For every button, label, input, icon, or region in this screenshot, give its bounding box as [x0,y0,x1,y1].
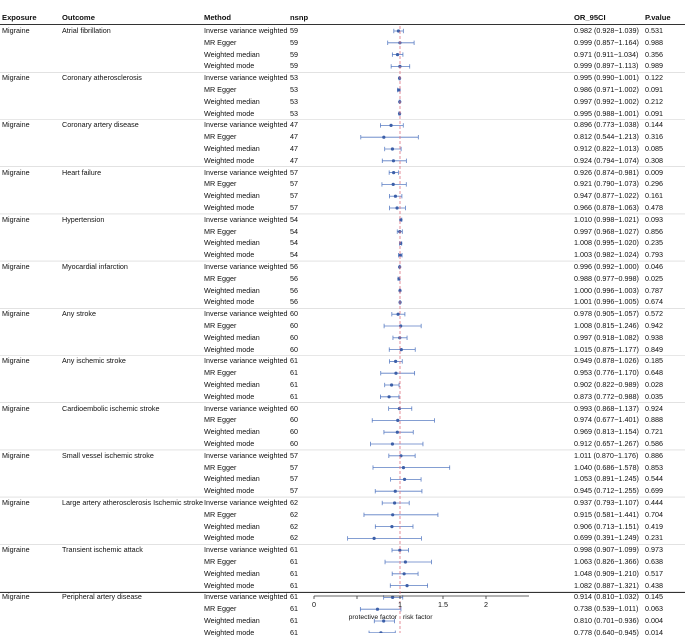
nsnp-value: 61 [290,356,298,366]
method-label: Weighted median [204,144,260,153]
outcome-label: Cardioembolic ischemic stroke [62,403,160,413]
exposure-label: Migraine [2,214,30,224]
nsnp-value: 57 [290,191,298,201]
or-point [376,608,379,611]
exposure-label: Migraine [2,450,30,460]
method-label: Weighted mode [204,533,255,543]
p-value: 0.063 [645,604,663,614]
or-95ci-value: 0.810 (0.701~0.936) [574,616,639,625]
p-value: 0.924 [645,403,663,413]
x-tick-label: 1 [398,600,402,609]
method-label: Weighted mode [204,580,255,590]
method-label: MR Egger [204,85,237,94]
or-point [392,159,395,162]
p-value: 0.004 [645,616,663,625]
or-point [389,124,392,127]
or-95ci-value: 0.997 (0.992~1.002) [574,96,639,106]
nsnp-value: 47 [290,120,298,130]
or-95ci-value: 0.997 (0.968~1.027) [574,226,639,236]
nsnp-value: 54 [290,226,298,236]
outcome-label: Atrial fibrillation [62,26,111,35]
or-point [396,419,399,422]
or-95ci-value: 1.048 (0.909~1.210) [574,568,639,578]
x-tick-label: 0 [312,600,316,609]
or-point [399,324,402,327]
p-value: 0.356 [645,49,663,59]
or-95ci-value: 0.812 (0.544~1.213) [574,132,639,142]
nsnp-value: 57 [290,179,298,189]
header-outcome: Outcome [62,13,95,22]
nsnp-value: 59 [290,61,298,71]
or-95ci-value: 0.999 (0.857~1.164) [574,37,639,47]
p-value: 0.093 [645,214,663,224]
p-value: 0.308 [645,155,663,165]
method-label: Inverse variance weighted [204,120,288,130]
or-point [403,572,406,575]
nsnp-value: 54 [290,214,298,224]
or-95ci-value: 1.063 (0.826~1.366) [574,557,639,566]
method-label: Inverse variance weighted [204,309,288,319]
nsnp-value: 60 [290,415,298,425]
method-label: MR Egger [204,179,237,189]
exposure-label: Migraine [2,73,30,83]
method-label: Inverse variance weighted [204,592,288,602]
p-value: 0.091 [645,85,663,94]
p-value: 0.989 [645,61,663,71]
method-label: Weighted mode [204,250,255,260]
nsnp-value: 57 [290,474,298,484]
or-95ci-value: 0.998 (0.907~1.099) [574,545,639,555]
p-value: 0.144 [645,120,663,130]
or-point [390,383,393,386]
or-95ci-value: 0.937 (0.793~1.107) [574,498,639,507]
nsnp-value: 61 [290,557,298,566]
nsnp-value: 47 [290,144,298,153]
header-nsnp: nsnp [290,13,309,22]
nsnp-value: 53 [290,73,298,83]
method-label: Weighted median [204,474,260,484]
or-point [394,195,397,198]
nsnp-value: 47 [290,132,298,142]
nsnp-value: 60 [290,344,298,354]
or-point [387,395,390,398]
or-95ci-value: 0.896 (0.773~1.038) [574,120,639,130]
p-value: 0.787 [645,285,663,295]
method-label: Inverse variance weighted [204,26,288,35]
or-95ci-value: 0.995 (0.988~1.001) [574,108,639,118]
nsnp-value: 56 [290,262,298,271]
method-label: MR Egger [204,509,237,519]
p-value: 0.674 [645,297,663,307]
nsnp-value: 60 [290,427,298,437]
nsnp-value: 56 [290,297,298,307]
method-label: MR Egger [204,415,237,425]
or-95ci-value: 0.999 (0.897~1.113) [574,61,639,71]
x-tick-label: 1.5 [438,600,448,609]
nsnp-value: 47 [290,155,298,165]
method-label: MR Egger [204,462,237,472]
nsnp-value: 60 [290,309,298,319]
exposure-label: Migraine [2,545,30,555]
exposure-label: Migraine [2,592,30,602]
method-label: Inverse variance weighted [204,73,288,83]
method-label: Weighted median [204,191,260,201]
exposure-label: Migraine [2,262,30,271]
or-point [394,372,397,375]
or-95ci-value: 0.974 (0.677~1.401) [574,415,639,425]
nsnp-value: 62 [290,509,298,519]
exposure-label: Migraine [2,120,30,130]
p-value: 0.085 [645,144,663,153]
method-label: MR Egger [204,132,237,142]
nsnp-value: 54 [290,250,298,260]
method-label: Inverse variance weighted [204,167,288,177]
method-label: Weighted mode [204,391,255,401]
outcome-label: Peripheral artery disease [62,592,142,602]
or-95ci-value: 0.949 (0.878~1.026) [574,356,639,366]
header-or-95ci: OR_95CI [574,13,606,22]
method-label: Inverse variance weighted [204,262,288,271]
or-95ci-value: 0.996 (0.992~1.000) [574,262,639,271]
method-label: MR Egger [204,321,237,330]
method-label: Weighted median [204,380,260,389]
p-value: 0.185 [645,356,663,366]
p-value: 0.035 [645,391,663,401]
exposure-label: Migraine [2,26,30,35]
outcome-label: Any ischemic stroke [62,356,126,366]
or-point [373,537,376,540]
method-label: Weighted median [204,616,260,625]
nsnp-value: 61 [290,592,298,602]
method-label: Weighted mode [204,344,255,354]
or-95ci-value: 1.000 (0.996~1.003) [574,285,639,295]
or-point [391,147,394,150]
p-value: 0.091 [645,108,663,118]
p-value: 0.296 [645,179,663,189]
or-95ci-value: 0.915 (0.581~1.441) [574,509,639,519]
p-value: 0.438 [645,580,663,590]
exposure-label: Migraine [2,356,30,366]
or-point [404,560,407,563]
nsnp-value: 62 [290,521,298,531]
p-value: 0.025 [645,273,663,283]
or-95ci-value: 0.873 (0.772~0.988) [574,391,639,401]
method-label: Inverse variance weighted [204,403,288,413]
or-95ci-value: 1.053 (0.891~1.245) [574,474,639,484]
outcome-label: Large artery atherosclerosis Ischemic stroke [62,498,204,507]
p-value: 0.517 [645,568,663,578]
p-value: 0.988 [645,37,663,47]
nsnp-value: 60 [290,332,298,342]
or-point [390,525,393,528]
or-95ci-value: 1.008 (0.815~1.246) [574,321,639,330]
p-value: 0.014 [645,627,663,637]
risk-factor-label: risk factor [403,614,433,621]
p-value: 0.531 [645,26,663,35]
nsnp-value: 57 [290,203,298,212]
or-95ci-value: 0.926 (0.874~0.981) [574,167,639,177]
nsnp-value: 62 [290,533,298,543]
p-value: 0.638 [645,557,663,566]
method-label: Weighted median [204,521,260,531]
header-exposure: Exposure [2,13,37,22]
header-method: Method [204,13,231,22]
method-label: Weighted mode [204,108,255,118]
nsnp-value: 61 [290,391,298,401]
p-value: 0.856 [645,226,663,236]
or-point [394,490,397,493]
or-95ci-value: 1.008 (0.995~1.020) [574,238,639,248]
method-label: Inverse variance weighted [204,498,288,507]
or-point [392,171,395,174]
or-95ci-value: 0.738 (0.539~1.011) [574,604,639,614]
nsnp-value: 59 [290,49,298,59]
or-95ci-value: 0.945 (0.712~1.255) [574,486,639,496]
or-95ci-value: 0.912 (0.822~1.013) [574,144,639,153]
p-value: 0.849 [645,344,663,354]
nsnp-value: 62 [290,498,298,507]
x-tick-label: 2 [484,600,488,609]
p-value: 0.419 [645,521,663,531]
method-label: Weighted mode [204,439,255,448]
method-label: MR Egger [204,273,237,283]
or-95ci-value: 0.924 (0.794~1.074) [574,155,639,165]
or-point [396,53,399,56]
or-95ci-value: 0.902 (0.822~0.989) [574,380,639,389]
p-value: 0.046 [645,262,663,271]
or-point [397,313,400,316]
method-label: Weighted median [204,238,260,248]
nsnp-value: 61 [290,616,298,625]
or-95ci-value: 0.993 (0.868~1.137) [574,403,639,413]
header-p-value: P.value [645,13,671,22]
method-label: Weighted mode [204,155,255,165]
p-value: 0.648 [645,368,663,378]
outcome-label: Transient ischemic attack [62,545,143,555]
or-95ci-value: 0.914 (0.810~1.032) [574,592,639,602]
method-label: Weighted mode [204,203,255,212]
or-point [398,112,401,115]
p-value: 0.028 [645,380,663,389]
outcome-label: Myocardial infarction [62,262,128,271]
or-95ci-value: 0.997 (0.918~1.082) [574,332,639,342]
nsnp-value: 61 [290,568,298,578]
or-point [392,183,395,186]
or-95ci-value: 0.986 (0.971~1.002) [574,85,639,94]
method-label: Weighted mode [204,486,255,496]
or-point [382,136,385,139]
or-95ci-value: 0.966 (0.878~1.063) [574,203,639,212]
method-label: Inverse variance weighted [204,356,288,366]
method-label: Weighted median [204,49,260,59]
method-label: MR Egger [204,604,237,614]
or-point [397,29,400,32]
or-95ci-value: 0.906 (0.713~1.151) [574,521,639,531]
p-value: 0.973 [645,545,663,555]
method-label: Inverse variance weighted [204,545,288,555]
or-95ci-value: 1.003 (0.982~1.024) [574,250,639,260]
or-95ci-value: 0.988 (0.977~0.998) [574,273,639,283]
p-value: 0.009 [645,167,663,177]
or-point [398,407,401,410]
outcome-label: Small vessel ischemic stroke [62,450,154,460]
or-point [393,501,396,504]
or-point [391,442,394,445]
method-label: Weighted mode [204,627,255,637]
or-point [405,584,408,587]
or-95ci-value: 0.953 (0.776~1.170) [574,368,639,378]
or-95ci-value: 0.778 (0.640~0.945) [574,627,639,637]
p-value: 0.161 [645,191,663,201]
exposure-label: Migraine [2,309,30,319]
or-95ci-value: 0.969 (0.813~1.154) [574,427,639,437]
protective-factor-label: protective factor [348,614,397,621]
method-label: MR Egger [204,37,237,47]
method-label: Weighted median [204,332,260,342]
nsnp-value: 57 [290,462,298,472]
nsnp-value: 60 [290,321,298,330]
p-value: 0.444 [645,498,663,507]
or-95ci-value: 0.995 (0.990~1.001) [574,73,639,83]
method-label: Weighted median [204,568,260,578]
method-label: Weighted mode [204,61,255,71]
nsnp-value: 60 [290,439,298,448]
or-point [396,431,399,434]
p-value: 0.704 [645,509,663,519]
p-value: 0.853 [645,462,663,472]
or-95ci-value: 1.011 (0.870~1.176) [574,450,639,460]
p-value: 0.145 [645,592,663,602]
method-label: MR Egger [204,557,237,566]
nsnp-value: 61 [290,380,298,389]
or-point [391,513,394,516]
or-point [399,242,402,245]
exposure-label: Migraine [2,167,30,177]
or-95ci-value: 1.010 (0.998~1.021) [574,214,639,224]
or-95ci-value: 0.921 (0.790~1.073) [574,179,639,189]
nsnp-value: 59 [290,37,298,47]
or-95ci-value: 1.082 (0.887~1.321) [574,580,639,590]
or-95ci-value: 1.001 (0.996~1.005) [574,297,639,307]
method-label: Inverse variance weighted [204,450,288,460]
nsnp-value: 61 [290,545,298,555]
p-value: 0.888 [645,415,663,425]
exposure-label: Migraine [2,403,30,413]
method-label: Weighted median [204,427,260,437]
nsnp-value: 56 [290,273,298,283]
p-value: 0.572 [645,309,663,319]
nsnp-value: 61 [290,580,298,590]
p-value: 0.478 [645,203,663,212]
outcome-label: Heart failure [62,167,102,177]
or-95ci-value: 1.040 (0.686~1.578) [574,462,639,472]
p-value: 0.699 [645,486,663,496]
method-label: Weighted median [204,96,260,106]
nsnp-value: 59 [290,26,298,35]
p-value: 0.316 [645,132,663,142]
outcome-label: Coronary artery disease [62,120,139,130]
or-point [403,478,406,481]
nsnp-value: 57 [290,450,298,460]
nsnp-value: 53 [290,108,298,118]
or-point [394,360,397,363]
nsnp-value: 56 [290,285,298,295]
or-95ci-value: 0.978 (0.905~1.057) [574,309,639,319]
nsnp-value: 57 [290,167,298,177]
p-value: 0.544 [645,474,663,484]
nsnp-value: 61 [290,368,298,378]
p-value: 0.586 [645,439,663,448]
or-95ci-value: 0.971 (0.911~1.034) [574,49,639,59]
p-value: 0.721 [645,427,663,437]
method-label: Weighted mode [204,297,255,307]
p-value: 0.231 [645,533,663,543]
p-value: 0.942 [645,321,663,330]
p-value: 0.793 [645,250,663,260]
p-value: 0.122 [645,73,663,83]
method-label: Inverse variance weighted [204,214,288,224]
or-95ci-value: 0.912 (0.657~1.267) [574,439,639,448]
exposure-label: Migraine [2,498,30,507]
or-point [402,466,405,469]
or-95ci-value: 0.699 (0.391~1.249) [574,533,639,543]
or-point [398,77,401,80]
method-label: MR Egger [204,368,237,378]
or-95ci-value: 1.015 (0.875~1.177) [574,344,639,354]
p-value: 0.886 [645,450,663,460]
or-point [395,206,398,209]
p-value: 0.938 [645,332,663,342]
nsnp-value: 57 [290,486,298,496]
nsnp-value: 61 [290,604,298,614]
method-label: MR Egger [204,226,237,236]
nsnp-value: 53 [290,85,298,94]
outcome-label: Hypertension [62,214,105,224]
outcome-label: Any stroke [62,309,96,319]
nsnp-value: 60 [290,403,298,413]
p-value: 0.212 [645,96,663,106]
nsnp-value: 61 [290,627,298,637]
or-95ci-value: 0.947 (0.877~1.022) [574,191,639,201]
outcome-label: Coronary atherosclerosis [62,73,142,83]
nsnp-value: 53 [290,96,298,106]
method-label: Weighted median [204,285,260,295]
nsnp-value: 54 [290,238,298,248]
p-value: 0.235 [645,238,663,248]
or-95ci-value: 0.982 (0.928~1.039) [574,26,639,35]
